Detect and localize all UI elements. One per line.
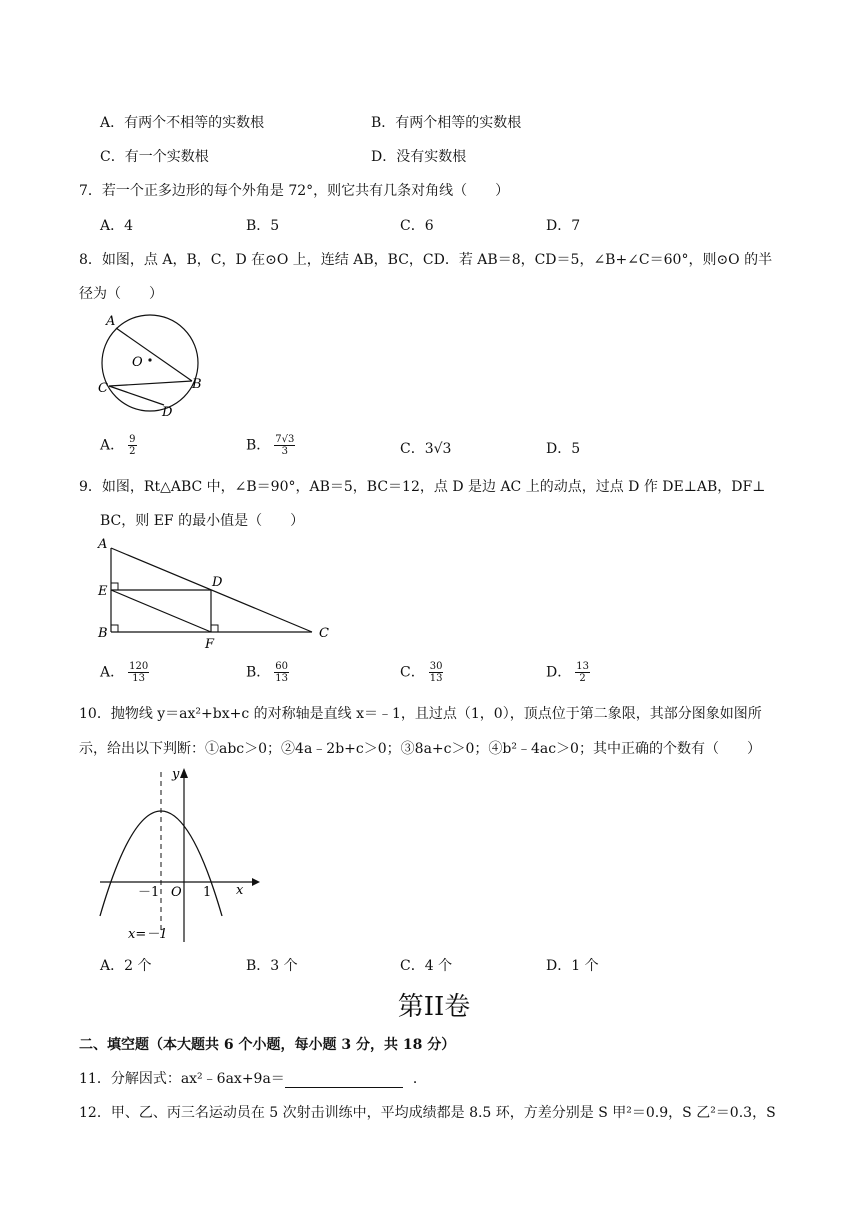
q8-a-numerator: 9 <box>129 434 136 445</box>
q7-option-d: D．7 <box>546 218 581 234</box>
q10-option-b: B．3 个 <box>246 958 298 974</box>
section-title: 第II卷 <box>397 992 471 1022</box>
q11-suffix: ． <box>412 1071 427 1087</box>
q9-option-c-fraction <box>429 661 444 684</box>
section-header: 二、填空题（本大题共 6 个小题，每小题 3 分，共 18 分） <box>79 1037 456 1053</box>
q8-option-a-fraction <box>128 434 136 457</box>
q10-option-c: C．4 个 <box>400 958 453 974</box>
q9-option-b-fraction <box>274 661 289 684</box>
q8-b-denominator: 3 <box>281 446 289 457</box>
q8-option-c: C．3√3 <box>400 441 452 457</box>
q8-option-b <box>246 434 295 457</box>
label-c: C <box>98 381 108 396</box>
right-angle-b <box>111 625 118 632</box>
chord-ab <box>116 328 192 381</box>
q9-option-d <box>546 661 590 684</box>
label-e: E <box>98 584 108 599</box>
q9-option-c <box>400 661 443 684</box>
q11-answer-blank[interactable] <box>285 1073 403 1088</box>
x-axis-arrow <box>252 878 260 886</box>
q9-c-numerator: 30 <box>429 661 443 672</box>
q6-option-a: A．有两个不相等的实数根 <box>100 115 265 131</box>
q9-a-numerator: 120 <box>129 661 149 672</box>
q8-option-a <box>100 434 137 457</box>
q8-a-denominator: 2 <box>129 446 136 457</box>
q8-option-b-label: B． <box>246 437 271 454</box>
q6-option-b: B．有两个相等的实数根 <box>371 115 522 131</box>
q7-option-a: A．4 <box>100 218 134 234</box>
q9-option-d-label: D． <box>546 664 572 681</box>
right-angle-f <box>211 625 218 632</box>
q10-stem-line2: 示，给出以下判断：①abc＞0；②4a﹣2b+c＞0；③8a+c＞0；④b²﹣4ac＞0；其中正确的个数有（ ） <box>79 741 761 757</box>
q9-option-a-fraction <box>128 661 149 684</box>
label-origin: O <box>171 885 182 900</box>
q8-stem-line1: 8．如图，点 A，B，C，D 在⊙O 上，连结 AB，BC，CD．若 AB＝8，CD＝5，∠B+∠C＝60°，则⊙O 的半 <box>79 252 773 268</box>
label-o: O <box>132 355 143 370</box>
q9-option-a <box>100 661 149 684</box>
chord-bc <box>109 381 192 386</box>
label-f: F <box>205 637 215 651</box>
q12-text: 12．甲、乙、丙三名运动员在 5 次射击训练中，平均成绩都是 8.5 环，方差分别是 S 甲²＝0.9，S 乙²＝0.3，S <box>79 1105 776 1121</box>
circle-o <box>102 315 198 411</box>
q9-a-denominator: 13 <box>132 673 146 684</box>
q8-circle-figure <box>92 308 212 420</box>
label-b: B <box>98 626 108 641</box>
q7-option-c: C．6 <box>400 218 434 234</box>
q11-prefix: 11．分解因式：ax²﹣6ax+9a＝ <box>79 1071 285 1087</box>
q9-triangle-figure <box>92 533 342 651</box>
q10-stem-line1: 10．抛物线 y＝ax²+bx+c 的对称轴是直线 x＝﹣1，且过点（1，0），顶点位于第二象限，其部分图象如图所 <box>79 706 762 722</box>
label-neg1: －1 <box>138 885 160 900</box>
q11-line <box>79 1068 427 1088</box>
label-b: B <box>192 377 202 392</box>
q9-stem-line2: BC，则 EF 的最小值是（ ） <box>100 513 305 529</box>
q9-b-denominator: 13 <box>275 673 289 684</box>
q8-option-b-fraction <box>274 434 295 457</box>
q9-d-numerator: 13 <box>576 661 589 672</box>
q9-d-denominator: 2 <box>579 673 586 684</box>
q8-stem-line2: 径为（ ） <box>79 286 163 302</box>
label-one: 1 <box>203 885 212 900</box>
center-dot <box>148 358 151 361</box>
label-a: A <box>98 537 108 552</box>
q8-option-a-label: A． <box>100 437 125 454</box>
chord-cd <box>109 386 164 405</box>
segment-ef <box>111 590 211 632</box>
right-angle-e <box>111 583 118 590</box>
q9-option-b-label: B． <box>246 664 271 681</box>
label-d: D <box>212 575 223 590</box>
q9-option-d-fraction <box>575 661 590 684</box>
q9-c-denominator: 13 <box>429 673 443 684</box>
label-a: A <box>106 314 116 329</box>
label-d: D <box>162 405 173 420</box>
q8-b-numerator: 7√3 <box>275 434 295 445</box>
label-c: C <box>319 626 329 641</box>
q9-stem-line1: 9．如图，Rt△ABC 中，∠B＝90°，AB＝5，BC＝12，点 D 是边 AC 上的动点，过点 D 作 DE⊥AB，DF⊥ <box>79 479 766 495</box>
y-axis-arrow <box>180 768 188 778</box>
q6-option-c: C．有一个实数根 <box>100 149 209 165</box>
q7-option-b: B．5 <box>246 218 280 234</box>
q10-option-a: A．2 个 <box>100 958 152 974</box>
label-x: x <box>236 883 244 898</box>
label-y: y <box>172 767 180 782</box>
label-axis-equation: x=－1 <box>128 927 168 942</box>
q6-option-d: D．没有实数根 <box>371 149 467 165</box>
q9-option-c-label: C． <box>400 664 425 681</box>
q10-parabola-figure <box>92 762 262 946</box>
q10-option-d: D．1 个 <box>546 958 599 974</box>
q8-option-d: D．5 <box>546 441 581 457</box>
q7-stem: 7．若一个正多边形的每个外角是 72°，则它共有几条对角线（ ） <box>79 183 510 199</box>
q9-b-numerator: 60 <box>275 661 289 672</box>
q9-option-b <box>246 661 289 684</box>
q9-option-a-label: A． <box>100 664 125 681</box>
